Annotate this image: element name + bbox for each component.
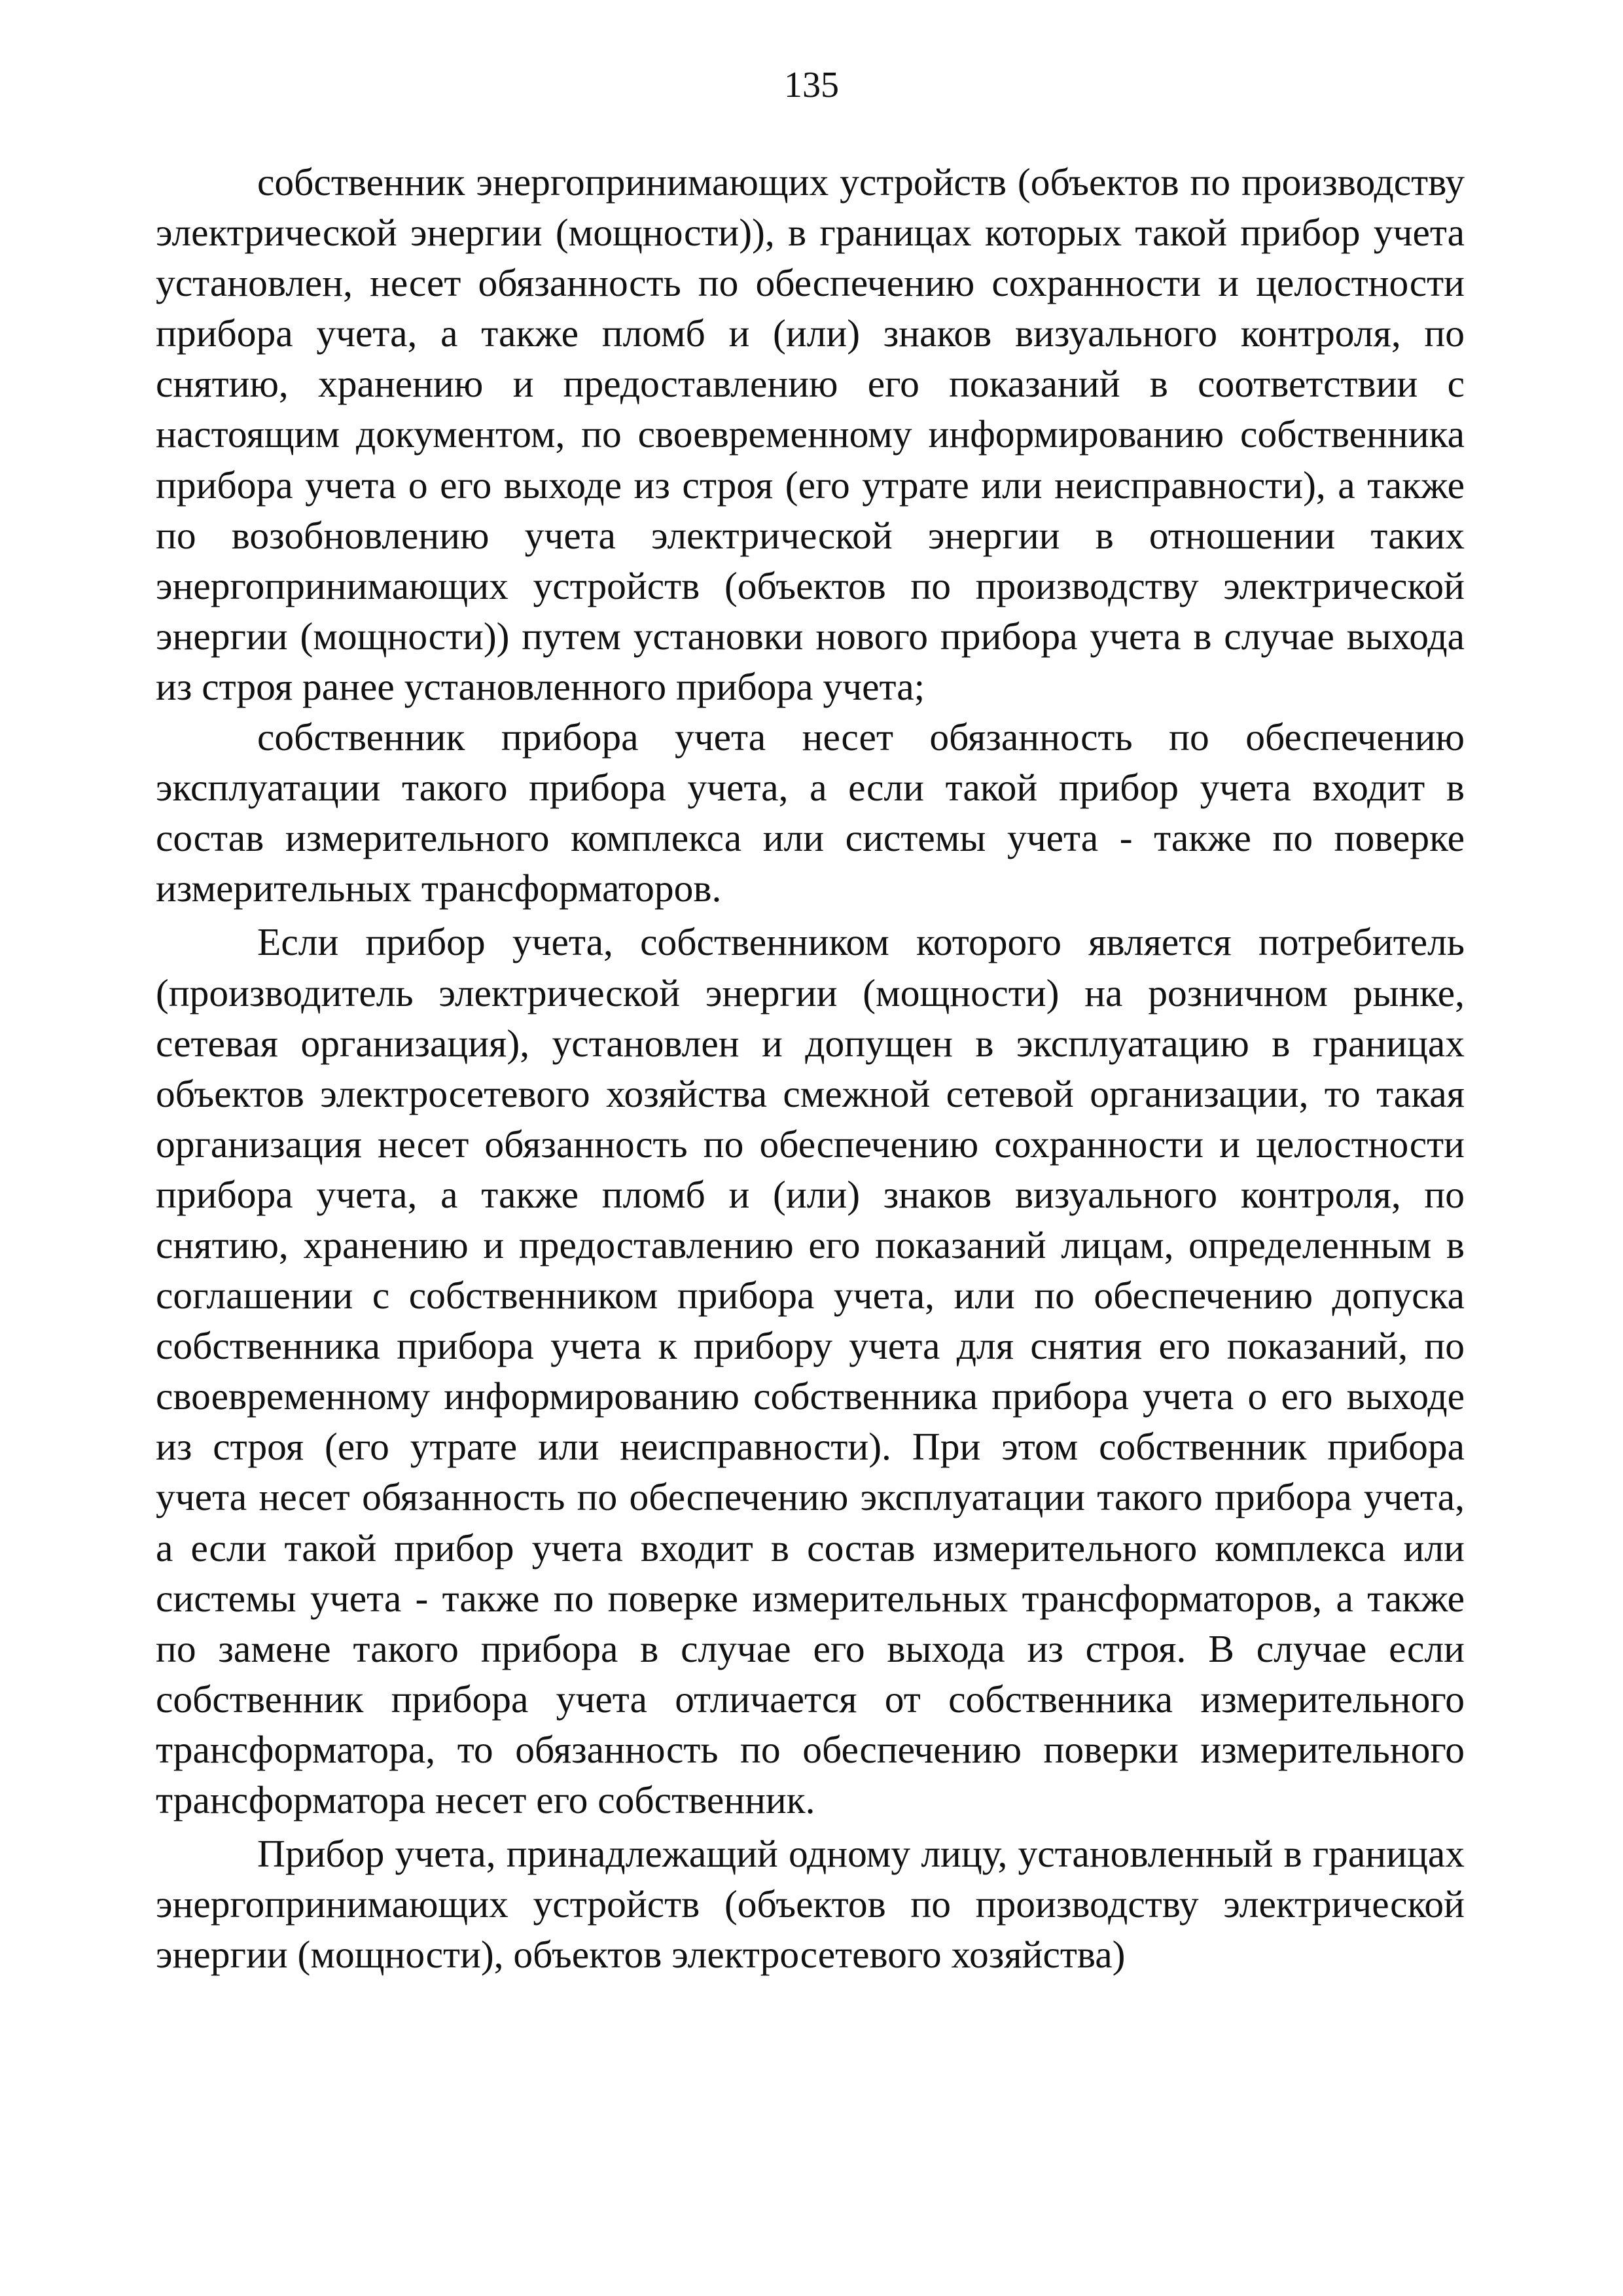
page-number: 135 — [784, 65, 839, 105]
paragraph-meter-belonging-to-one-person: Прибор учета, принадлежащий одному лицу, установленный в границах энергопринимающих устройств (объектов по производству электрической энергии (мощности), объектов электросетевого хозяйства) — [156, 1832, 1465, 1977]
body-text — [156, 157, 1465, 1980]
paragraph-meter-owner-operation: собственник прибора учета несет обязанность по обеспечению эксплуатации такого прибора учета, а если такой прибор учета входит в состав измерительного комплекса или системы учета - также по поверке измерительных трансформаторов. — [156, 715, 1465, 910]
paragraph-adjacent-network-organization: Если прибор учета, собственником которого является потребитель (производитель электрической энергии (мощности) на розничном рынке, сетевая организация), установлен и допущен в эксплуатацию в границах объектов электросетевого хозяйства смежной сетевой организации, то такая организация несет обязанность по обеспечению сохранности и целостности прибора учета, а также пломб и (или) знаков визуального контроля, по снятию, хранению и предоставлению его показаний лицам, определенным в соглашении с собственником прибора учета, или по обеспечению допуска собственника прибора учета к прибору учета для снятия его показаний, по своевременному информированию собственника прибора учета о его выходе из строя (его утрате или неисправности). При этом собственник прибора учета несет обязанность по обеспечению эксплуатации такого прибора учета, а если такой прибор учета входит в состав измерительного комплекса или системы учета - также по поверке измерительных трансформаторов, а также по замене такого прибора в случае его выхода из строя. В случае если собственник прибора учета отличается от собственника измерительного трансформатора, то обязанность по обеспечению поверки измерительного трансформатора несет его собственник. — [156, 920, 1465, 1821]
paragraph-owner-obligations: собственник энергопринимающих устройств (объектов по производству электрической энергии (мощности)), в границах которых такой прибор учета установлен, несет обязанность по обеспечению сохранности и целостности прибора учета, а также пломб и (или) знаков визуального контроля, по снятию, хранению и предоставлению его показаний в соответствии с настоящим документом, по своевременному информированию собственника прибора учета о его выходе из строя (его утрате или неисправности), а также по возобновлению учета электрической энергии в отношении таких энергопринимающих устройств (объектов по производству электрической энергии (мощности)) путем установки нового прибора учета в случае выхода из строя ранее установленного прибора учета; — [156, 160, 1465, 708]
